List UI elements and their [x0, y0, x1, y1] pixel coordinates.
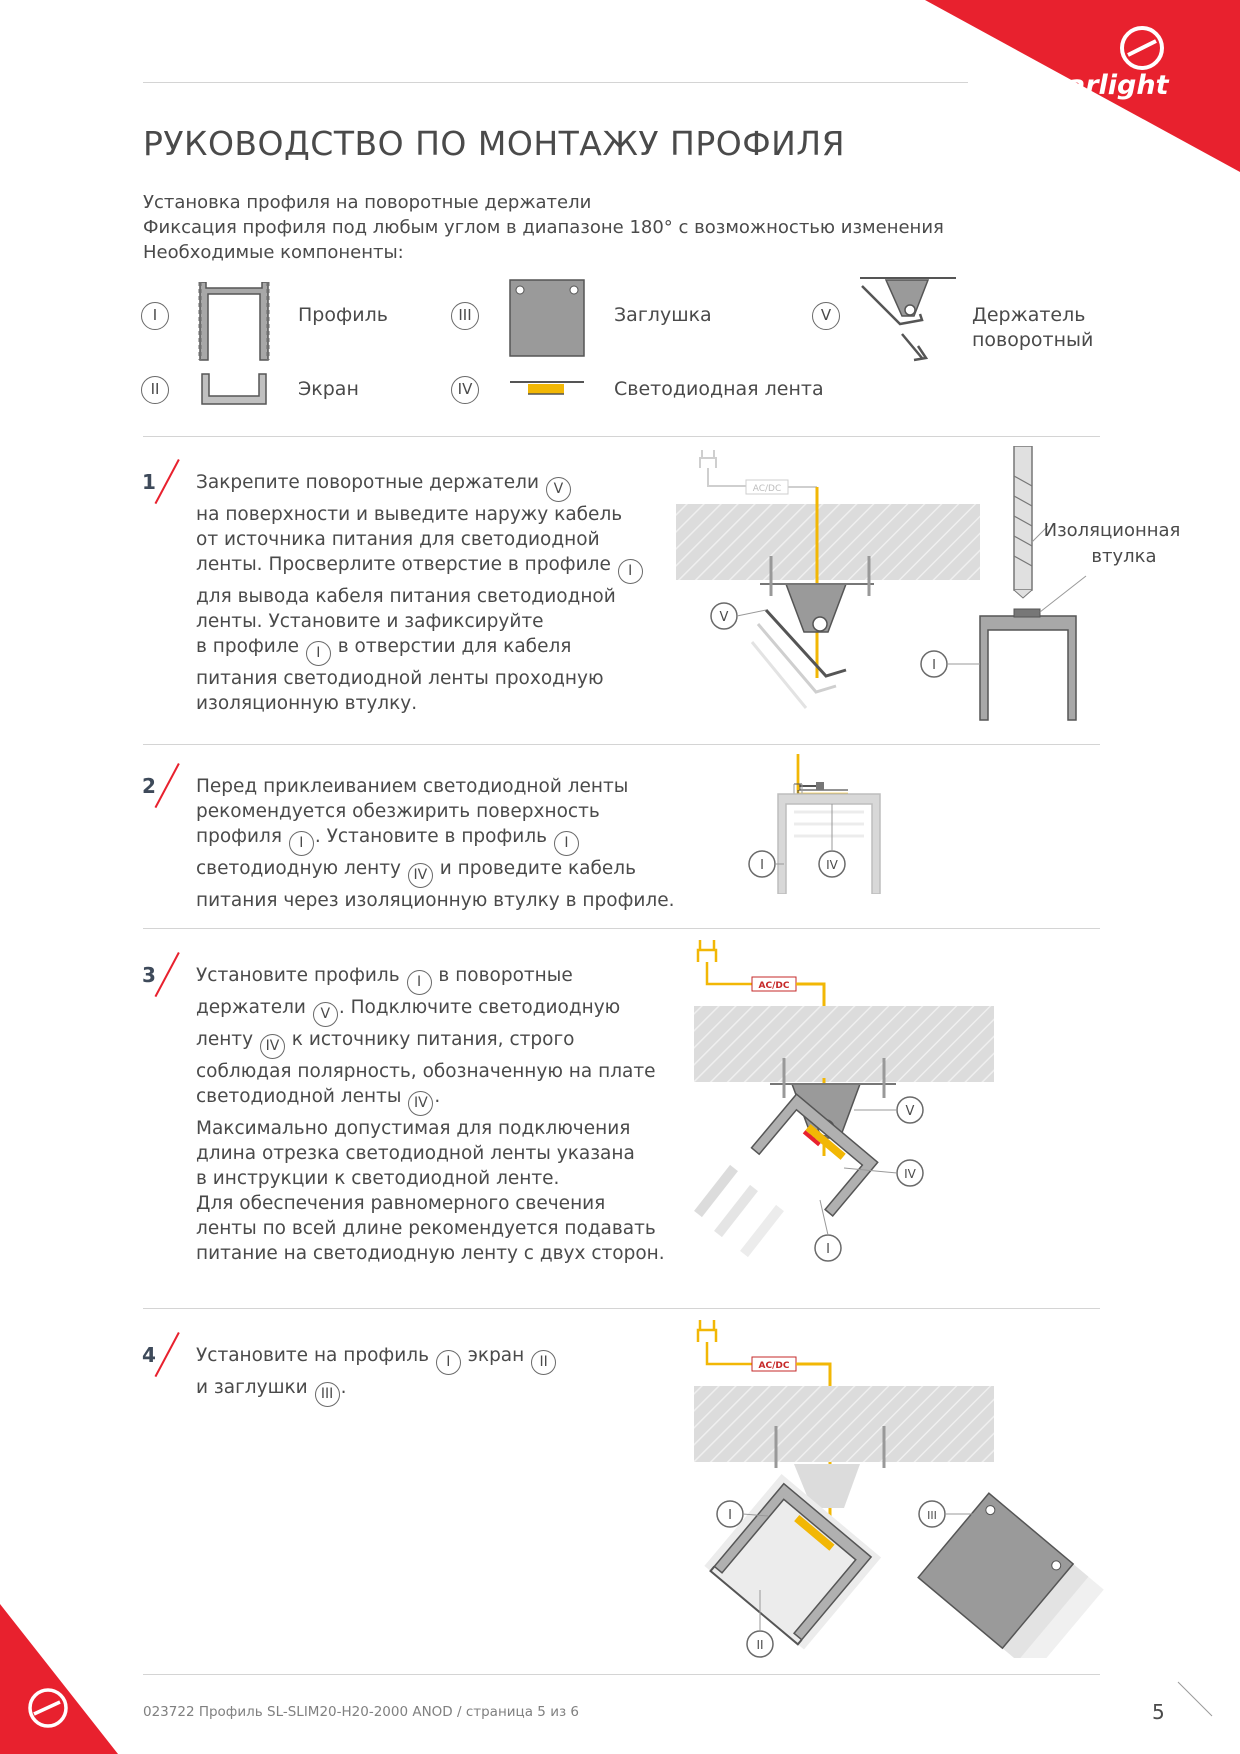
illustration-step-4	[684, 1318, 1184, 1658]
step-slash	[155, 1332, 180, 1377]
end-cap-icon	[508, 278, 586, 358]
step-line-text: питание на светодиодную ленту с двух сторон.	[196, 1243, 665, 1264]
marker-V: V	[719, 610, 729, 625]
step-line-text: соблюдая полярность, обозначенную на плате	[196, 1061, 656, 1082]
step-line	[196, 856, 675, 888]
step-line	[196, 1059, 665, 1084]
marker-II: II	[756, 1638, 764, 1652]
component-label: Светодиодная лента	[614, 378, 824, 400]
page-number: 5	[1152, 1700, 1165, 1724]
component-ref-badge: III	[315, 1382, 340, 1407]
illustration-step-2	[736, 754, 906, 894]
component-num-5: V	[812, 302, 840, 330]
step-line-text: питания через изоляционную втулку в профиле.	[196, 890, 675, 911]
component-num-3: III	[451, 302, 479, 330]
step-line-text: . Подключите светодиодную	[338, 997, 621, 1018]
component-ref-badge: IV	[408, 1091, 433, 1116]
profile-icon	[196, 282, 272, 362]
step-line-text: экран	[461, 1345, 531, 1366]
step-line-text: держатели	[196, 997, 312, 1018]
step-line	[196, 995, 665, 1027]
step-number: 3	[142, 963, 156, 987]
step-line-text: от источника питания для светодиодной	[196, 529, 600, 550]
brand-corner-bottom	[0, 1604, 120, 1754]
marker-V: V	[905, 1104, 915, 1119]
step-line-text: .	[340, 1377, 347, 1398]
component-ref-badge: I	[289, 831, 314, 856]
step-line-text: Для обеспечения равномерного свечения	[196, 1193, 606, 1214]
step-line	[196, 584, 644, 609]
step-line-text: ленты. Просверлите отверстие в профиле	[196, 554, 617, 575]
step-2-text	[196, 774, 675, 913]
step-line	[196, 1191, 665, 1216]
step-line-text: ленты. Установите и зафиксируйте	[196, 611, 544, 632]
brand-logo: arlight	[1067, 70, 1169, 101]
step-line-text: и заглушки	[196, 1377, 314, 1398]
component-ref-badge: I	[618, 559, 643, 584]
step-line	[196, 1027, 665, 1059]
step-number: 1	[142, 470, 156, 494]
step-line-text: на поверхности и выведите наружу кабель	[196, 504, 623, 525]
step-line-text: . Установите в профиль	[314, 826, 553, 847]
swivel-holder-icon	[858, 274, 958, 366]
component-num-1: I	[141, 302, 169, 330]
separator	[143, 436, 1100, 437]
illustration-step-3	[684, 938, 1004, 1298]
component-num-4: IV	[451, 376, 479, 404]
step-line	[196, 502, 644, 527]
component-ref-badge: V	[313, 1002, 338, 1027]
step-line-text: Максимально допустимая для подключения	[196, 1118, 631, 1139]
step-line-text: длина отрезка светодиодной ленты указана	[196, 1143, 635, 1164]
footer-text: 023722 Профиль SL-SLIM20-H20-2000 ANOD / страница 5 из 6	[143, 1704, 580, 1720]
acdc-label: AC/DC	[758, 1361, 790, 1371]
acdc-label: AC/DC	[752, 484, 782, 494]
step-line	[196, 1216, 665, 1241]
marker-I: I	[932, 658, 936, 673]
step-line-text: в поворотные	[432, 965, 573, 986]
step-line-text: питания светодиодной ленты проходную	[196, 668, 604, 689]
step-line-text: изоляционную втулку.	[196, 693, 418, 714]
component-label: Заглушка	[614, 304, 712, 326]
component-ref-badge: IV	[408, 863, 433, 888]
component-label-line: Держатель	[972, 304, 1086, 326]
step-line-text: ленту	[196, 1029, 259, 1050]
step-line	[196, 634, 644, 666]
step-line	[196, 470, 644, 502]
step-line-text: Установите профиль	[196, 965, 406, 986]
step-line-text: профиля	[196, 826, 288, 847]
led-strip-icon	[508, 378, 586, 400]
step-line	[196, 774, 675, 799]
component-ref-badge: IV	[260, 1034, 285, 1059]
step-line-text: в отверстии для кабеля	[331, 636, 572, 657]
step-line-text: в инструкции к светодиодной ленте.	[196, 1168, 560, 1189]
step-line-text: к источнику питания, строго	[285, 1029, 575, 1050]
component-num-2: II	[141, 376, 169, 404]
step-line	[196, 1241, 665, 1266]
component-label: Экран	[298, 378, 359, 400]
intro-line: Необходимые компоненты:	[143, 242, 404, 263]
marker-I: I	[760, 858, 764, 873]
insulation-label: Изоляционная	[1043, 520, 1181, 541]
step-line	[196, 963, 665, 995]
insulation-label: втулка	[1091, 546, 1157, 567]
component-ref-badge: I	[554, 831, 579, 856]
step-slash	[155, 763, 180, 808]
separator	[143, 744, 1100, 745]
step-line-text: светодиодную ленту	[196, 858, 407, 879]
component-ref-badge: I	[407, 970, 432, 995]
component-label: Профиль	[298, 304, 388, 326]
step-line-text: в профиле	[196, 636, 305, 657]
step-line-text: и проведите кабель	[433, 858, 636, 879]
step-line	[196, 1343, 557, 1375]
component-label-line: поворотный	[972, 329, 1094, 351]
step-line	[196, 888, 675, 913]
step-line	[196, 666, 644, 691]
step-slash	[155, 952, 180, 997]
step-line	[196, 824, 675, 856]
step-1-text	[196, 470, 644, 716]
separator	[143, 1674, 1100, 1675]
component-label	[972, 303, 1093, 353]
step-line-text: для вывода кабеля питания светодиодной	[196, 586, 616, 607]
illustration-step-1	[676, 446, 1216, 732]
step-number: 4	[142, 1343, 156, 1367]
step-line	[196, 1166, 665, 1191]
step-line	[196, 609, 644, 634]
step-line-text: рекомендуется обезжирить поверхность	[196, 801, 600, 822]
screen-icon	[199, 372, 269, 408]
component-ref-badge: I	[306, 641, 331, 666]
acdc-label: AC/DC	[758, 981, 790, 991]
step-line	[196, 1141, 665, 1166]
intro-line: Фиксация профиля под любым углом в диапазоне 180° с возможностью изменения	[143, 217, 944, 238]
step-line-text: Перед приклеиванием светодиодной ленты	[196, 776, 629, 797]
component-ref-badge: V	[546, 477, 571, 502]
top-rule	[143, 82, 968, 83]
marker-I: I	[728, 1508, 732, 1523]
page-title: РУКОВОДСТВО ПО МОНТАЖУ ПРОФИЛЯ	[143, 124, 846, 163]
step-4-text	[196, 1343, 557, 1407]
component-ref-badge: II	[531, 1350, 556, 1375]
step-line	[196, 1375, 557, 1407]
step-line-text: .	[434, 1086, 441, 1107]
separator	[143, 928, 1100, 929]
step-line-text: светодиодной ленты	[196, 1086, 408, 1107]
step-line	[196, 799, 675, 824]
separator	[143, 1308, 1100, 1309]
marker-III: III	[927, 1509, 937, 1522]
step-line	[196, 527, 644, 552]
step-line-text: Установите на профиль	[196, 1345, 435, 1366]
step-3-text	[196, 963, 665, 1266]
component-ref-badge: I	[436, 1350, 461, 1375]
marker-IV: IV	[826, 858, 838, 872]
page-number-slash	[1176, 1680, 1216, 1720]
step-line	[196, 691, 644, 716]
intro-line: Установка профиля на поворотные держатели	[143, 192, 592, 213]
step-slash	[155, 459, 180, 504]
step-line	[196, 552, 644, 584]
step-line-text: ленты по всей длине рекомендуется подавать	[196, 1218, 656, 1239]
step-line	[196, 1116, 665, 1141]
step-number: 2	[142, 774, 156, 798]
marker-IV: IV	[904, 1167, 916, 1181]
intro-text	[143, 190, 944, 265]
marker-I: I	[826, 1242, 830, 1257]
step-line	[196, 1084, 665, 1116]
step-line-text: Закрепите поворотные держатели	[196, 472, 545, 493]
